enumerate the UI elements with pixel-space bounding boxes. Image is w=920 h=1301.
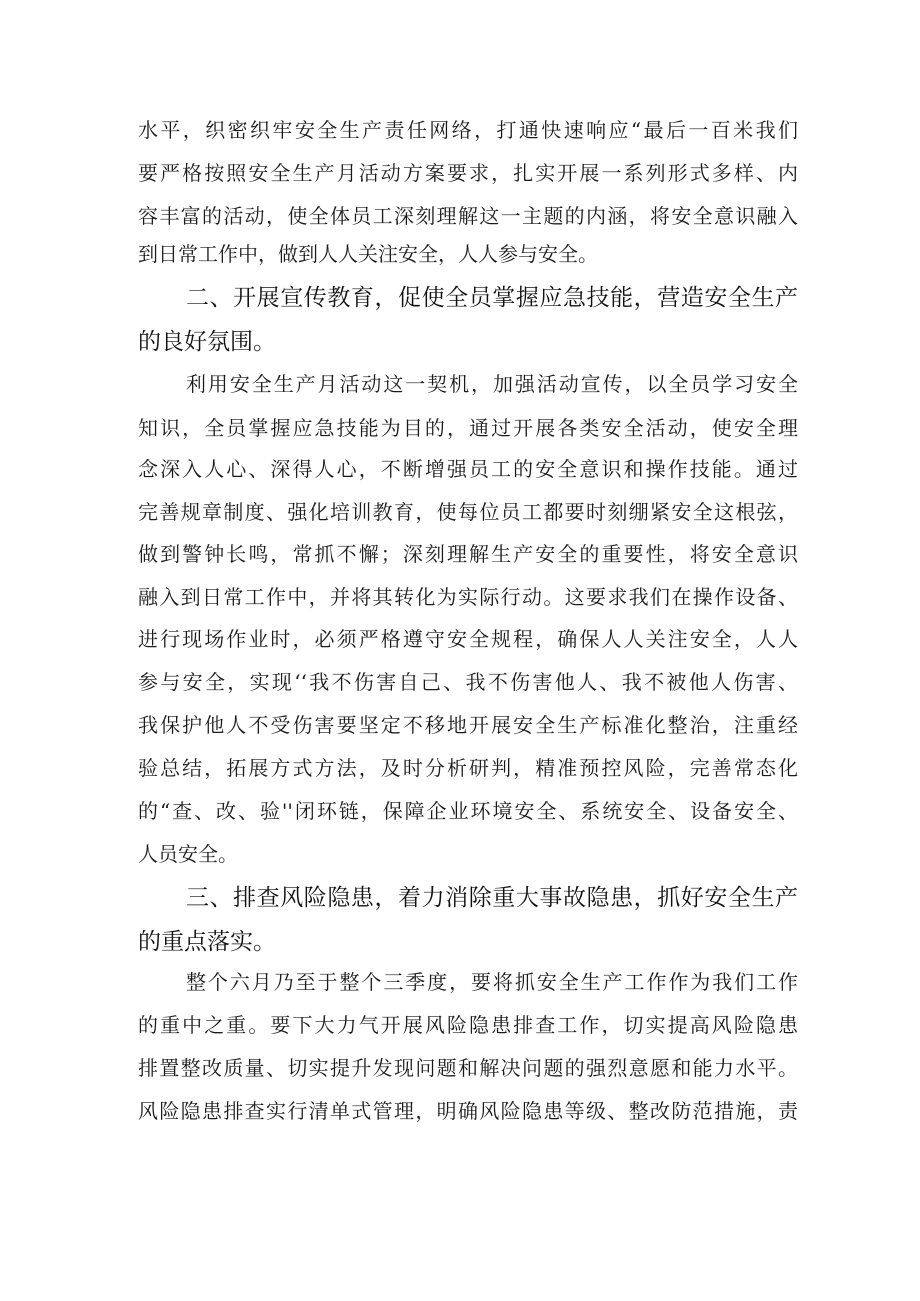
paragraph-line: 的重中之重。要下大力气开展风险隐患排查工作，切实提高风险隐患 xyxy=(138,1013,798,1037)
paragraph-line: 融入到日常工作中，并将其转化为实际行动。这要求我们在操作设备、 xyxy=(138,585,798,609)
paragraph-line: 念深入人心、深得人心，不断增强员工的安全意识和操作技能。通过 xyxy=(138,457,798,481)
heading-line: 的重点落实。 xyxy=(138,929,276,955)
paragraph-line: 到日常工作中，做到人人关注安全，人人参与安全。 xyxy=(138,242,598,266)
paragraph-line: 水平，织密织牢安全生产责任网络，打通快速响应“最后一百米我们 xyxy=(138,118,798,142)
paragraph-line: 我保护他人不受伤害要坚定不移地开展安全生产标准化整治，注重经 xyxy=(138,713,798,737)
heading-line: 的良好氛围。 xyxy=(138,329,276,355)
paragraph-line: 排置整改质量、切实提升发现问题和解决问题的强烈意愿和能力水平。 xyxy=(138,1056,798,1080)
paragraph-line: 利用安全生产月活动这一契机，加强活动宣传，以全员学习安全 xyxy=(186,372,798,396)
paragraph-line: 要严格按照安全生产月活动方案要求，扎实开展一系列形式多样、内 xyxy=(138,161,798,185)
paragraph-line: 风险隐患排查实行清单式管理，明确风险隐患等级、整改防范措施，责 xyxy=(138,1099,798,1123)
paragraph-line: 人员安全。 xyxy=(138,842,238,866)
paragraph-line: 的“查、改、验''闭环链，保障企业环境安全、系统安全、设备安全、 xyxy=(138,799,798,823)
paragraph-line: 进行现场作业时，必须严格遵守安全规程，确保人人关注安全，人人 xyxy=(138,627,798,651)
paragraph-line: 参与安全，实现‘‘我不伤害自己、我不伤害他人、我不被他人伤害、 xyxy=(138,670,798,694)
paragraph-line: 验总结，拓展方式方法，及时分析研判，精准预控风险，完善常态化 xyxy=(138,756,798,780)
paragraph-line: 知识，全员掌握应急技能为目的，通过开展各类安全活动，使安全理 xyxy=(138,416,798,440)
paragraph-line: 完善规章制度、强化培训教育，使每位员工都要时刻绷紧安全这根弦， xyxy=(138,500,798,524)
paragraph-line: 容丰富的活动，使全体员工深刻理解这一主题的内涵，将安全意识融入 xyxy=(138,204,798,228)
paragraph-line: 做到警钟长鸣，常抓不懈；深刻理解生产安全的重要性，将安全意识 xyxy=(138,542,798,566)
paragraph-line: 整个六月乃至于整个三季度，要将抓安全生产工作作为我们工作 xyxy=(186,970,798,994)
heading-line: 二、开展宣传教育，促使全员掌握应急技能，营造安全生产 xyxy=(186,285,798,311)
heading-line: 三、排查风险隐患，着力消除重大事故隐患，抓好安全生产 xyxy=(186,885,798,911)
